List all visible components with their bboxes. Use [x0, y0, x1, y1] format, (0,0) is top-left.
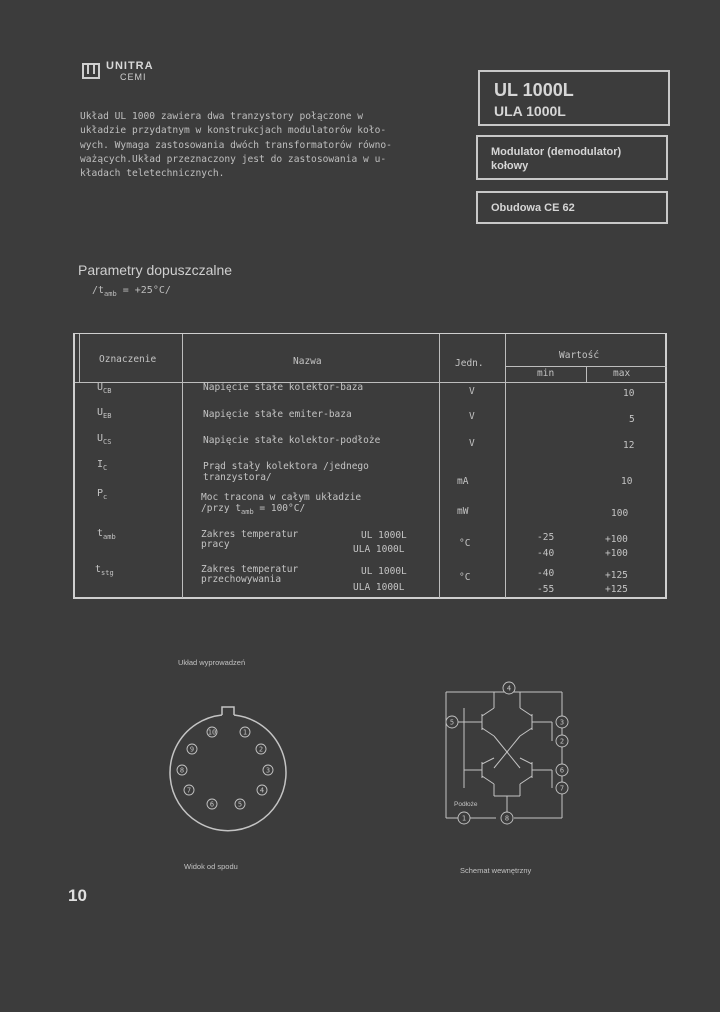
- parameters-table: [73, 333, 667, 599]
- table-row-unit: V: [469, 411, 475, 422]
- table-row-unit: mW: [457, 506, 469, 517]
- part-number-1: UL 1000L: [494, 80, 574, 100]
- header-unit: Jedn.: [455, 358, 484, 369]
- table-row-symbol: $U_{CB}$: [97, 382, 112, 395]
- schematic-pin-4: [503, 682, 515, 694]
- pin-1: [240, 727, 250, 737]
- table-row-name: Napięcie stałe emiter-baza: [203, 409, 352, 420]
- temperature-condition: $/t_{amb} = +25^\circ C/$: [92, 285, 171, 298]
- table-row-variant: UL 1000L: [361, 566, 407, 577]
- internal-schematic: [436, 678, 576, 828]
- table-row-min: -40: [537, 548, 555, 559]
- package-box: [476, 191, 668, 224]
- header-min: min: [537, 368, 555, 379]
- schematic-pin-3: [556, 716, 568, 728]
- table-row-unit: V: [469, 386, 475, 397]
- function-line-2: kołowy: [491, 160, 529, 172]
- pinout-key-tab: [222, 707, 234, 715]
- table-row-name-cont: pracy: [201, 539, 230, 550]
- table-row-max: 5: [629, 414, 635, 425]
- table-row-min: -55: [537, 584, 555, 595]
- schematic-caption: Schemat wewnętrzny: [460, 866, 532, 875]
- table-row-name: Zakres temperatur: [201, 564, 299, 575]
- package-label: Obudowa CE 62: [491, 202, 575, 214]
- svg-text:5: 5: [237, 800, 243, 809]
- svg-text:1: 1: [461, 814, 467, 823]
- pin-4: [257, 785, 267, 795]
- part-number-2: ULA 1000L: [494, 103, 566, 119]
- table-row-unit: °C: [459, 572, 471, 583]
- svg-text:3: 3: [265, 766, 271, 775]
- header-max: max: [613, 368, 631, 379]
- svg-text:4: 4: [259, 786, 265, 795]
- table-row-unit: mA: [457, 476, 469, 487]
- table-row-max: 100: [611, 508, 629, 519]
- svg-text:7: 7: [186, 786, 192, 795]
- pin-9: [187, 744, 197, 754]
- table-row-symbol: $t_{amb}$: [97, 528, 116, 541]
- pin-3: [263, 765, 273, 775]
- table-row-symbol: $I_C$: [97, 459, 108, 472]
- substrate-label: Podłoże: [454, 801, 478, 808]
- table-row-max: +100: [605, 548, 628, 559]
- header-symbol: Oznaczenie: [99, 354, 157, 365]
- pin-7: [184, 785, 194, 795]
- svg-text:4: 4: [506, 684, 512, 693]
- svg-text:8: 8: [179, 766, 185, 775]
- table-row-unit: °C: [459, 538, 471, 549]
- logo-sub: CEMI: [120, 72, 147, 82]
- intro-line: kładach teletechnicznych.: [80, 168, 225, 180]
- svg-text:10: 10: [207, 728, 217, 737]
- pin-8: [177, 765, 187, 775]
- svg-text:6: 6: [559, 766, 565, 775]
- schematic-pin-5: [446, 716, 458, 728]
- table-row-variant: UL 1000L: [361, 530, 407, 541]
- svg-text:1: 1: [242, 728, 248, 737]
- header-value: Wartość: [559, 350, 600, 361]
- pin-6: [207, 799, 217, 809]
- table-row-max: 10: [621, 476, 633, 487]
- table-row-symbol: $U_{CS}$: [97, 433, 112, 446]
- schematic-pin-2: [556, 735, 568, 747]
- table-row-name: Zakres temperatur: [201, 529, 299, 540]
- pin-2: [256, 744, 266, 754]
- table-row-name: Prąd stały kolektora /jednego: [203, 461, 369, 472]
- table-row-symbol: $P_c$: [97, 488, 108, 501]
- svg-text:7: 7: [559, 784, 565, 793]
- table-row-max: +125: [605, 570, 628, 581]
- table-row-max: 10: [623, 388, 635, 399]
- table-row-min: -40: [537, 568, 555, 579]
- pin-5: [235, 799, 245, 809]
- intro-paragraph: [80, 110, 460, 181]
- schematic-pin-6: [556, 764, 568, 776]
- schematic-pin-1: [458, 812, 470, 824]
- svg-text:9: 9: [189, 745, 195, 754]
- svg-text:5: 5: [449, 718, 455, 727]
- svg-text:2: 2: [559, 737, 565, 746]
- svg-text:8: 8: [504, 814, 510, 823]
- table-row-max: +125: [605, 584, 628, 595]
- table-row-unit: V: [469, 438, 475, 449]
- section-title: Parametry dopuszczalne: [78, 262, 233, 278]
- table-row-name: Napięcie stałe kolektor-baza: [203, 382, 364, 393]
- table-row-symbol: $U_{EB}$: [97, 407, 112, 420]
- table-row-name-cont: tranzystora/: [203, 472, 272, 483]
- svg-text:3: 3: [559, 718, 565, 727]
- table-row-name: Moc tracona w całym układzie: [201, 492, 362, 503]
- table-row-min: -25: [537, 532, 555, 543]
- table-row-name-cont: przechowywania: [201, 574, 282, 585]
- pinout-title: Układ wyprowadzeń: [178, 658, 246, 667]
- svg-text:6: 6: [209, 800, 215, 809]
- intro-line: wych. Wymaga zastosowania dwóch transformatorów równo-: [80, 139, 392, 151]
- logo-name: UNITRA: [106, 60, 154, 72]
- intro-line: układzie przydatnym w konstrukcjach modulatorów koło-: [80, 125, 387, 137]
- table-row-max: +100: [605, 534, 628, 545]
- pin-10: [207, 727, 217, 737]
- intro-line: ważących.Układ przeznaczony jest do zastosowania w u-: [80, 153, 387, 165]
- table-row-variant: ULA 1000L: [353, 544, 405, 555]
- part-number-box: [478, 70, 670, 126]
- svg-text:2: 2: [258, 745, 264, 754]
- pinout-diagram: [160, 700, 310, 840]
- table-row-name-cont: /przy $t_{amb} = 100^\circ C/$: [201, 503, 306, 516]
- table-row-symbol: $t_{stg}$: [95, 564, 114, 577]
- function-box: [476, 135, 668, 180]
- function-line-1: Modulator (demodulator): [491, 146, 622, 158]
- unitra-logo-icon: [82, 63, 100, 79]
- table-row-name: Napięcie stałe kolektor-podłoże: [203, 435, 381, 446]
- table-row-max: 12: [623, 440, 635, 451]
- schematic-pin-7: [556, 782, 568, 794]
- page-number: 10: [68, 886, 87, 905]
- header-name: Nazwa: [293, 356, 322, 367]
- pinout-caption: Widok od spodu: [184, 862, 238, 871]
- table-row-variant: ULA 1000L: [353, 582, 405, 593]
- intro-line: Układ UL 1000 zawiera dwa tranzystory połączone w: [80, 111, 364, 122]
- schematic-pin-8: [501, 812, 513, 824]
